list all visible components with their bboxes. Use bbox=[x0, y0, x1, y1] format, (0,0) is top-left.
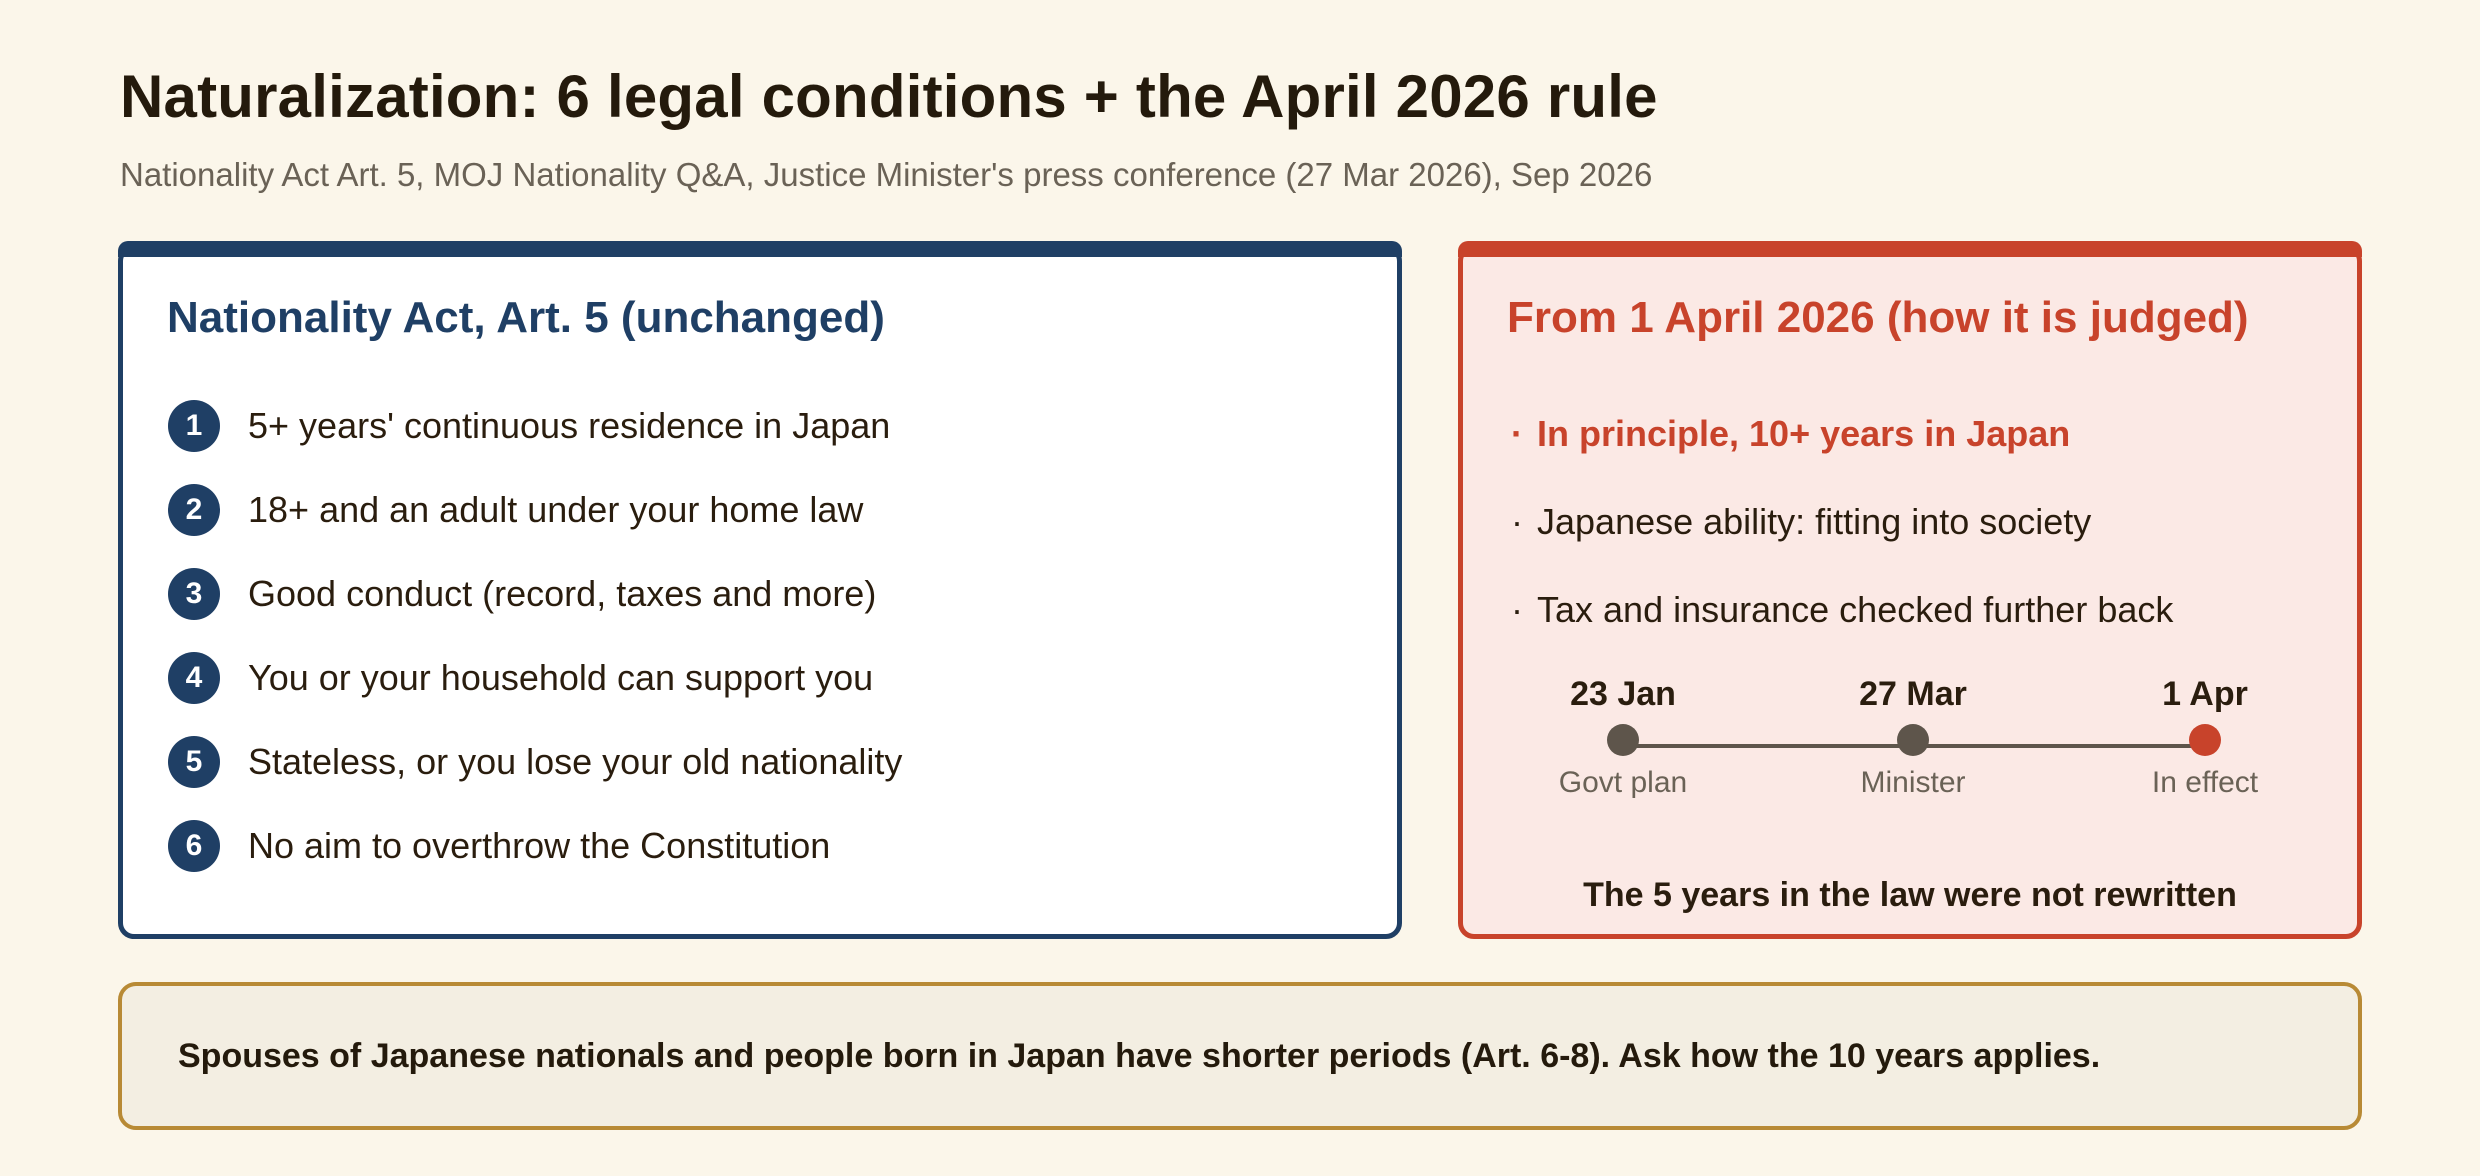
legal-conditions-heading: Nationality Act, Art. 5 (unchanged) bbox=[167, 293, 885, 342]
april-2026-rule-panel bbox=[1458, 245, 2362, 939]
number-badge-1: 1 bbox=[168, 400, 220, 452]
rule-text-1: In principle, 10+ years in Japan bbox=[1537, 413, 2071, 454]
conditions-list bbox=[168, 384, 902, 888]
timeline-date-3: 1 Apr bbox=[2162, 675, 2248, 713]
timeline-dot-2 bbox=[1897, 724, 1929, 756]
condition-item-1 bbox=[168, 384, 902, 468]
condition-item-4 bbox=[168, 636, 902, 720]
condition-text-4: You or your household can support you bbox=[248, 657, 874, 698]
condition-item-3 bbox=[168, 552, 902, 636]
number-badge-4: 4 bbox=[168, 652, 220, 704]
condition-text-5: Stateless, or you lose your old nationality bbox=[248, 741, 903, 782]
footer-note-box bbox=[118, 982, 2362, 1130]
number-badge-2: 2 bbox=[168, 484, 220, 536]
number-badge-6: 6 bbox=[168, 820, 220, 872]
bullet-icon: · bbox=[1511, 589, 1523, 630]
timeline-point-minister bbox=[1813, 670, 2013, 800]
page-subtitle: Nationality Act Art. 5, MOJ Nationality Q&A, Justice Minister's press conference (27 Mar 2026), Sep 2026 bbox=[120, 156, 1653, 193]
timeline-label-3: In effect bbox=[2151, 766, 2259, 799]
rule-text-3: Tax and insurance checked further back bbox=[1537, 589, 2174, 630]
bullet-icon: · bbox=[1511, 501, 1523, 542]
bullet-icon: · bbox=[1511, 413, 1523, 454]
condition-text-1: 5+ years' continuous residence in Japan bbox=[248, 405, 891, 446]
condition-item-5 bbox=[168, 720, 902, 804]
legal-conditions-panel bbox=[118, 245, 1402, 939]
condition-text-6: No aim to overthrow the Constitution bbox=[248, 825, 831, 866]
timeline-dot-1 bbox=[1607, 724, 1639, 756]
page-title: Naturalization: 6 legal conditions + the April 2026 rule bbox=[120, 63, 1658, 130]
timeline bbox=[1463, 250, 2367, 944]
timeline-dot-3-active bbox=[2189, 724, 2221, 756]
footer-note-text: Spouses of Japanese nationals and people born in Japan have shorter periods (Art. 6-8). Ask how the 10 years applies. bbox=[178, 1036, 2101, 1075]
timeline-point-govt-plan bbox=[1523, 670, 1723, 800]
timeline-label-1: Govt plan bbox=[1558, 766, 1688, 799]
timeline-date-1: 23 Jan bbox=[1570, 675, 1676, 713]
condition-text-3: Good conduct (record, taxes and more) bbox=[248, 573, 877, 614]
timeline-date-2: 27 Mar bbox=[1859, 675, 1967, 713]
timeline-label-2: Minister bbox=[1860, 766, 1966, 799]
condition-item-6 bbox=[168, 804, 902, 888]
april-2026-heading: From 1 April 2026 (how it is judged) bbox=[1507, 293, 2249, 342]
condition-text-2: 18+ and an adult under your home law bbox=[248, 489, 864, 530]
rule-text-2: Japanese ability: fitting into society bbox=[1537, 501, 2092, 542]
law-unchanged-note: The 5 years in the law were not rewritten bbox=[1583, 876, 2237, 914]
number-badge-3: 3 bbox=[168, 568, 220, 620]
timeline-point-in-effect bbox=[2105, 670, 2305, 800]
condition-item-2 bbox=[168, 468, 902, 552]
number-badge-5: 5 bbox=[168, 736, 220, 788]
